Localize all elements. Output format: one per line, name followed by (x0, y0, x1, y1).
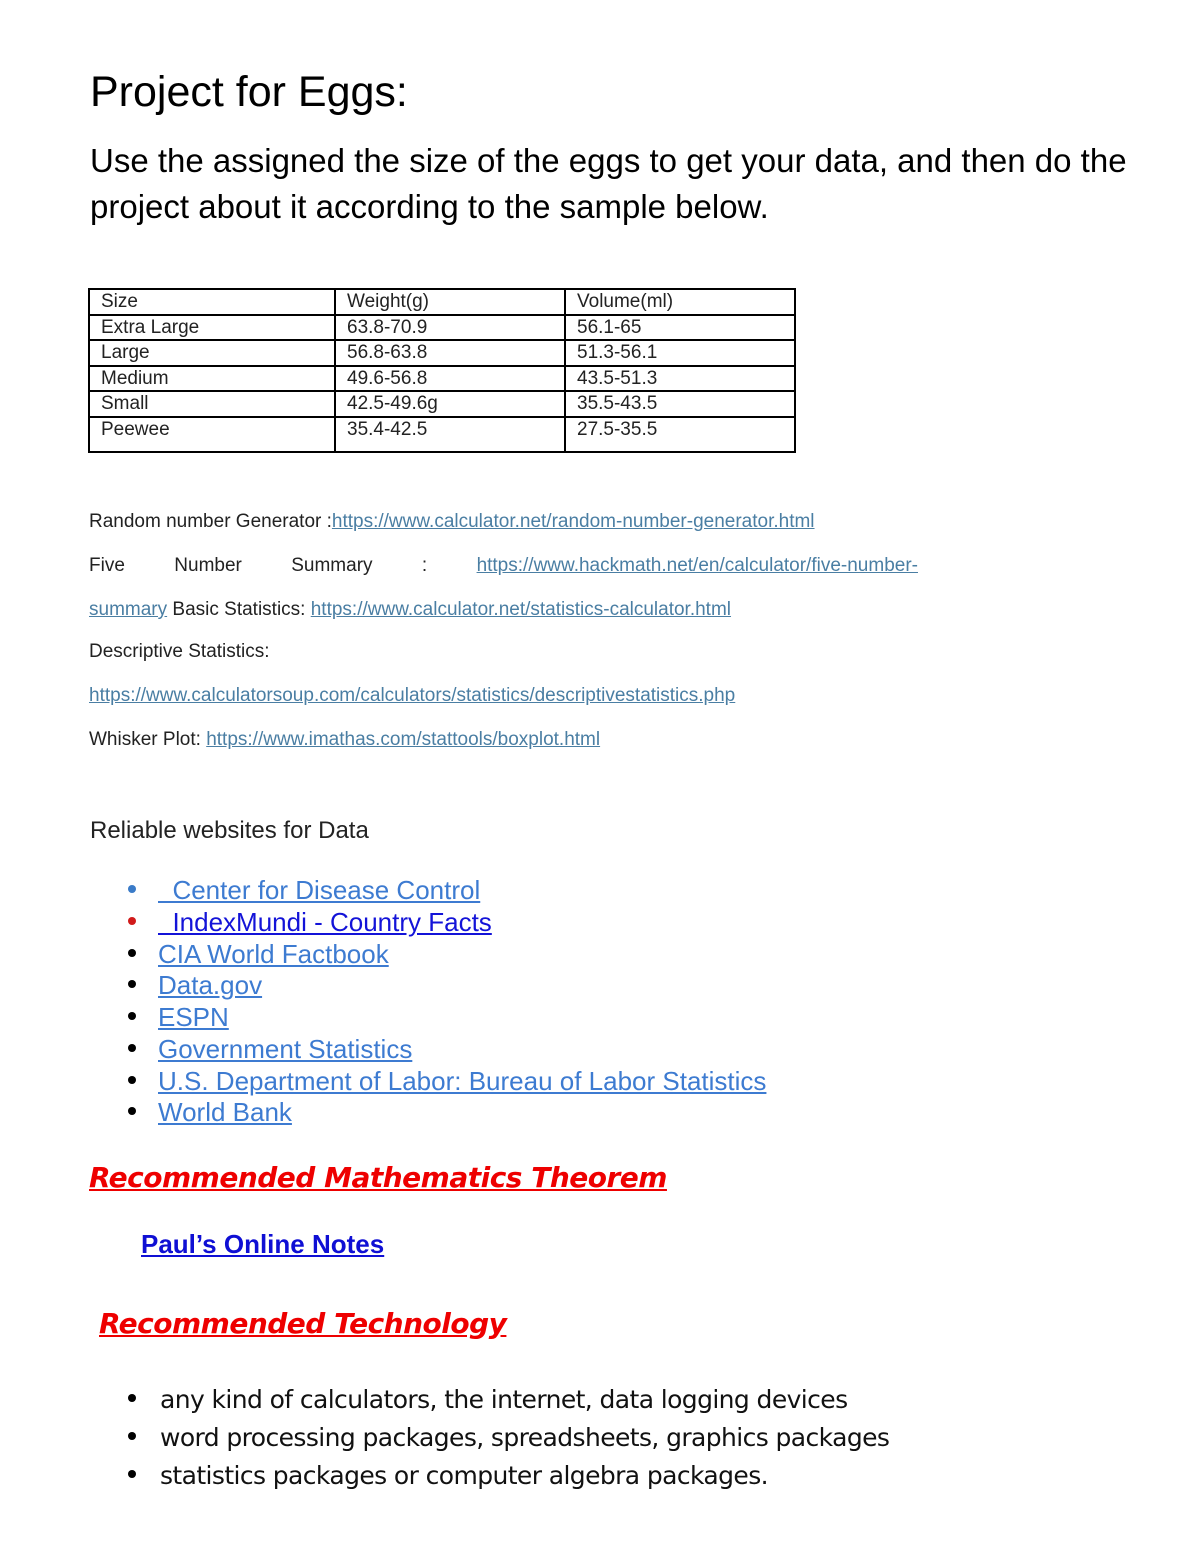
bullet-icon (128, 917, 136, 925)
descriptive-statistics-label: Descriptive Statistics: (89, 641, 270, 662)
list-item (128, 906, 492, 938)
bullet-icon (128, 1470, 136, 1478)
table-row (89, 391, 795, 417)
intro-paragraph: Use the assigned the size of the eggs to get your data, and then do the project about it according to the sample below. (90, 142, 1127, 225)
five-number-link[interactable]: https://www.hackmath.net/en/calculator/five-number- (476, 555, 918, 576)
random-generator-label: Random number Generator : (89, 511, 332, 532)
egg-size-table (88, 288, 796, 453)
technology-item: word processing packages, spreadsheets, graphics packages (160, 1423, 890, 1452)
list-item (128, 1065, 766, 1097)
list-item (128, 1419, 889, 1457)
list-item (128, 1033, 412, 1065)
five-number-link-continued[interactable]: summary (89, 599, 168, 620)
table-row (89, 340, 795, 366)
world-bank-link[interactable]: World Bank (158, 1097, 292, 1127)
bullet-icon (128, 1044, 136, 1052)
table-header-row (89, 289, 795, 315)
table-cell: 56.1-65 (565, 315, 795, 341)
data-gov-link[interactable]: Data.gov (158, 970, 263, 1000)
table-cell: 49.6-56.8 (335, 366, 565, 392)
math-theorem-heading: Recommended Mathematics Theorem (89, 1161, 667, 1194)
technology-item: statistics packages or computer algebra packages. (160, 1461, 768, 1490)
bullet-icon (128, 980, 136, 988)
cdc-link[interactable]: Center for Disease Control (158, 875, 481, 905)
bullet-icon (128, 1394, 136, 1402)
whisker-plot-line (89, 728, 600, 752)
five-number-word: : (421, 555, 428, 576)
table-cell: Extra Large (89, 315, 335, 341)
cia-factbook-link[interactable]: CIA World Factbook (158, 939, 389, 969)
basic-statistics-line (89, 598, 731, 622)
five-number-word: Five (89, 555, 125, 576)
whisker-plot-label: Whisker Plot: (89, 729, 207, 750)
table-cell: 51.3-56.1 (565, 340, 795, 366)
five-number-word: Summary (291, 555, 373, 576)
table-row (89, 366, 795, 392)
list-item (128, 1381, 848, 1419)
table-cell: 63.8-70.9 (335, 315, 565, 341)
pauls-online-notes-link[interactable]: Paul’s Online Notes (141, 1229, 385, 1259)
list-item (128, 938, 389, 970)
bullet-icon (128, 949, 136, 957)
government-statistics-link[interactable]: Government Statistics (158, 1034, 413, 1064)
table-cell: Large (89, 340, 335, 366)
bullet-icon (128, 1107, 136, 1115)
bullet-icon (128, 885, 136, 893)
table-header-cell: Weight(g) (335, 289, 565, 315)
table-cell: Medium (89, 366, 335, 392)
indexmundi-link[interactable]: IndexMundi - Country Facts (158, 907, 492, 937)
table-cell: 35.5-43.5 (565, 391, 795, 417)
table-cell: Small (89, 391, 335, 417)
table-cell: 43.5-51.3 (565, 366, 795, 392)
table-header-cell: Size (89, 289, 335, 315)
list-item (128, 874, 480, 906)
bullet-icon (128, 1076, 136, 1084)
table-cell: 35.4-42.5 (335, 417, 565, 452)
page-title: Project for Eggs: (90, 68, 408, 116)
bls-link[interactable]: U.S. Department of Labor: Bureau of Labor Statistics (158, 1066, 767, 1096)
five-number-line (89, 554, 918, 578)
whisker-plot-link[interactable]: https://www.imathas.com/stattools/boxplot.html (206, 729, 601, 750)
technology-heading: Recommended Technology (99, 1307, 507, 1340)
list-item (128, 969, 262, 1001)
bullet-icon (128, 1012, 136, 1020)
basic-statistics-label: Basic Statistics: (167, 599, 311, 620)
descriptive-statistics-link[interactable]: https://www.calculatorsoup.com/calculators/statistics/descriptivestatistics.php (89, 685, 736, 706)
table-header-cell: Volume(ml) (565, 289, 795, 315)
basic-statistics-link[interactable]: https://www.calculator.net/statistics-calculator.html (310, 599, 732, 620)
bullet-icon (128, 1432, 136, 1440)
table-row (89, 417, 795, 452)
reliable-websites-heading: Reliable websites for Data (90, 817, 369, 844)
table-cell: Peewee (89, 417, 335, 452)
table-cell: 56.8-63.8 (335, 340, 565, 366)
list-item (128, 1457, 768, 1495)
table-cell: 42.5-49.6g (335, 391, 565, 417)
five-number-word: Number (174, 555, 242, 576)
espn-link[interactable]: ESPN (158, 1002, 229, 1032)
descriptive-statistics-line (89, 684, 735, 708)
technology-item: any kind of calculators, the internet, data logging devices (160, 1385, 848, 1414)
list-item (128, 1001, 229, 1033)
random-generator-link[interactable]: https://www.calculator.net/random-number-generator.html (331, 511, 815, 532)
table-row (89, 315, 795, 341)
random-generator-line (89, 510, 815, 534)
list-item (128, 1096, 292, 1128)
table-cell: 27.5-35.5 (565, 417, 795, 452)
